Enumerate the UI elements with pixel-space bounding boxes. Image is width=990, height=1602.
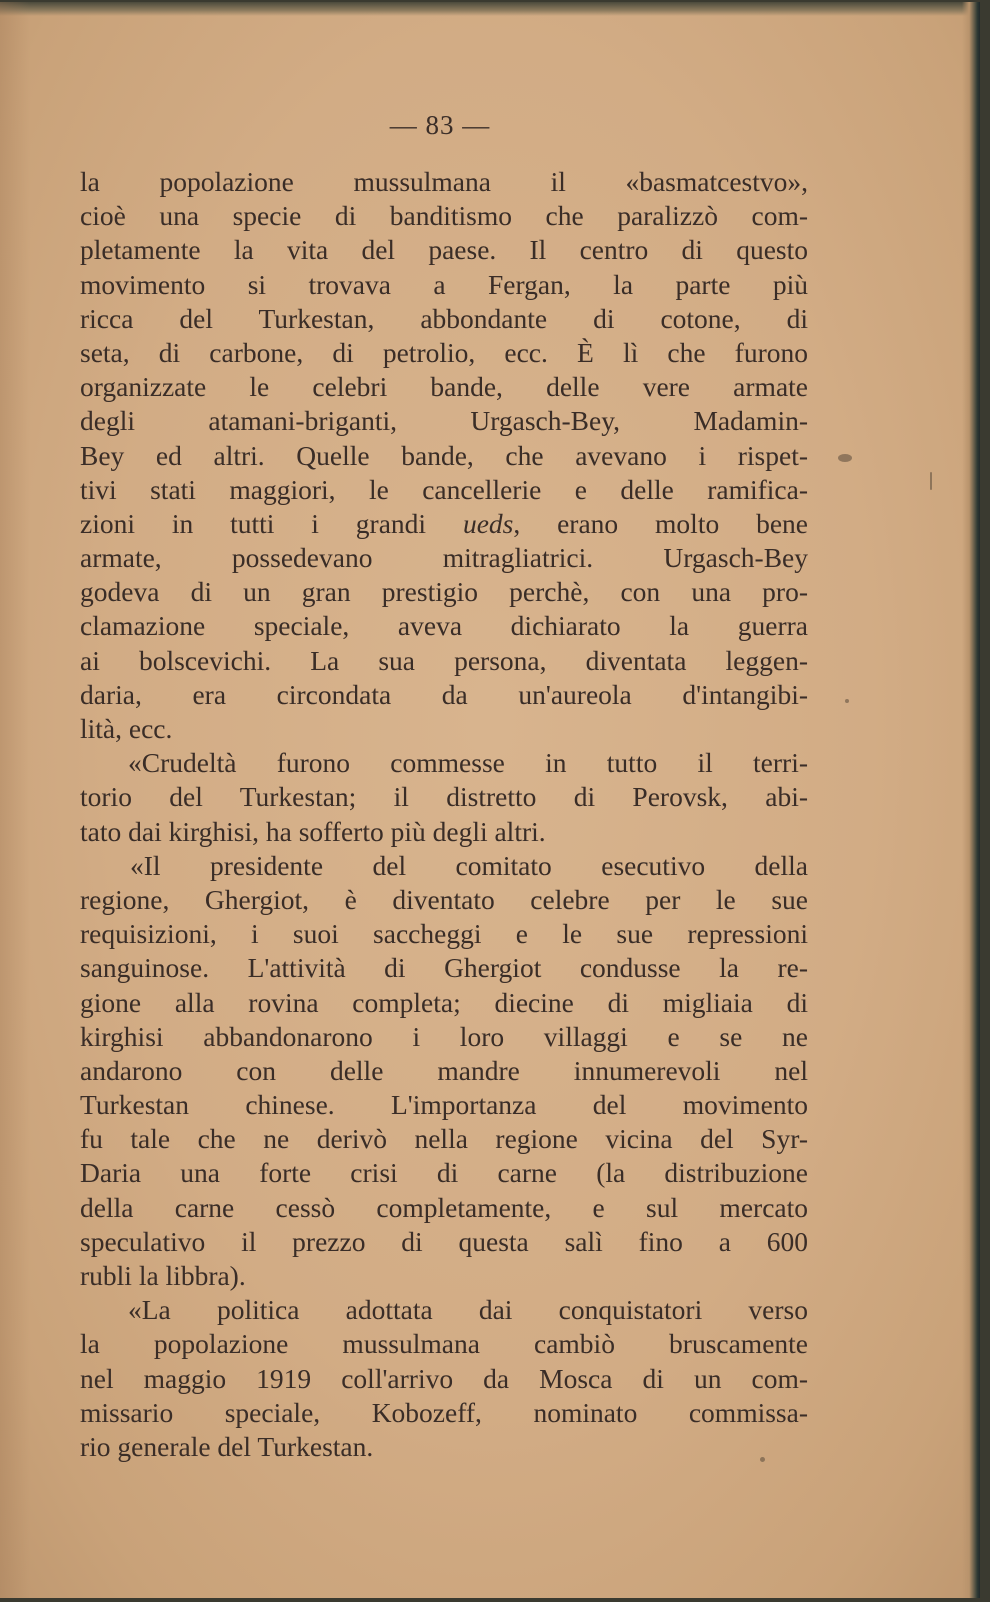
text-line: movimento si trovava a Fergan, la parte più <box>80 268 808 300</box>
text-line: regione, Ghergiot, è diventato celebre per le sue <box>80 883 808 915</box>
text-line: Daria una forte crisi di carne (la distribuzione <box>80 1157 808 1189</box>
text-line: lità, ecc. <box>80 713 173 744</box>
text-line: seta, di carbone, di petrolio, ecc. È lì che furono <box>80 336 808 368</box>
text-line: degli atamani-briganti, Urgasch-Bey, Madamin- <box>80 405 808 437</box>
text-line: pletamente la vita del paese. Il centro di questo <box>80 234 808 266</box>
paper-speck <box>760 1457 765 1462</box>
text-line: «La politica adottata dai conquistatori verso <box>128 1294 808 1326</box>
text-line: missario speciale, Kobozeff, nominato commissa- <box>80 1396 808 1428</box>
page-top-edge <box>0 2 980 16</box>
text-segment: , erano molto bene <box>513 507 808 539</box>
text-line: fu tale che ne derivò nella regione vicina del Syr- <box>80 1123 808 1155</box>
paper-speck <box>845 699 849 703</box>
text-line: clamazione speciale, aveva dichiarato la guerra <box>80 610 808 642</box>
text-line: la popolazione mussulmana il «basmatcestvo», <box>80 166 808 197</box>
text-line: cioè una specie di banditismo che paralizzò com- <box>80 200 808 232</box>
text-line-with-italic <box>80 507 808 541</box>
text-line: della carne cessò completamente, e sul mercato <box>80 1191 808 1223</box>
text-line: «Il presidente del comitato esecutivo della <box>130 849 808 881</box>
text-line: Turkestan chinese. L'importanza del movimento <box>80 1089 808 1121</box>
text-line: rubli la libbra). <box>80 1260 246 1291</box>
text-line: torio del Turkestan; il distretto di Perovsk, abi- <box>80 781 808 813</box>
text-line: requisizioni, i suoi saccheggi e le sue repressioni <box>80 918 808 950</box>
italic-word: ueds <box>462 507 514 539</box>
text-line: sanguinose. L'attività di Ghergiot condusse la re- <box>80 952 808 984</box>
text-line: tato dai kirghisi, ha sofferto più degli altri. <box>80 815 546 847</box>
text-line: godeva di un gran prestigio perchè, con una pro- <box>80 576 808 608</box>
page-right-edge <box>962 2 980 1598</box>
body-text <box>80 165 808 1464</box>
text-line: ai bolscevichi. La sua persona, diventata leggen- <box>80 644 808 676</box>
text-segment: zioni in tutti i grandi <box>80 507 463 539</box>
text-line: armate, possedevano mitragliatrici. Urgasch-Bey <box>80 542 808 574</box>
text-line: organizzate le celebri bande, delle vere armate <box>80 371 808 403</box>
page-number: — 83 — <box>389 110 491 140</box>
paper-speck <box>930 472 932 490</box>
page-left-shade <box>0 2 30 1598</box>
text-line: kirghisi abbandonarono i loro villaggi e se ne <box>80 1020 808 1052</box>
text-line: gione alla rovina completa; diecine di migliaia di <box>80 986 808 1018</box>
text-line: speculativo il prezzo di questa salì fino a 600 <box>80 1225 808 1257</box>
text-line: ricca del Turkestan, abbondante di cotone, di <box>80 302 808 334</box>
text-line: daria, era circondata da un'aureola d'intangibi- <box>80 678 808 710</box>
text-line: la popolazione mussulmana cambiò bruscamente <box>80 1328 808 1360</box>
text-line: «Crudeltà furono commesse in tutto il terri- <box>128 747 808 779</box>
paper-speck <box>838 454 852 462</box>
book-page <box>0 2 980 1598</box>
text-line: Bey ed altri. Quelle bande, che avevano i rispet- <box>80 439 808 471</box>
text-line: tivi stati maggiori, le cancellerie e delle ramifica- <box>80 473 808 505</box>
text-line: andarono con delle mandre innumerevoli nel <box>80 1054 808 1086</box>
text-line: nel maggio 1919 coll'arrivo da Mosca di un com- <box>80 1362 808 1394</box>
text-line: rio generale del Turkestan. <box>80 1430 374 1462</box>
